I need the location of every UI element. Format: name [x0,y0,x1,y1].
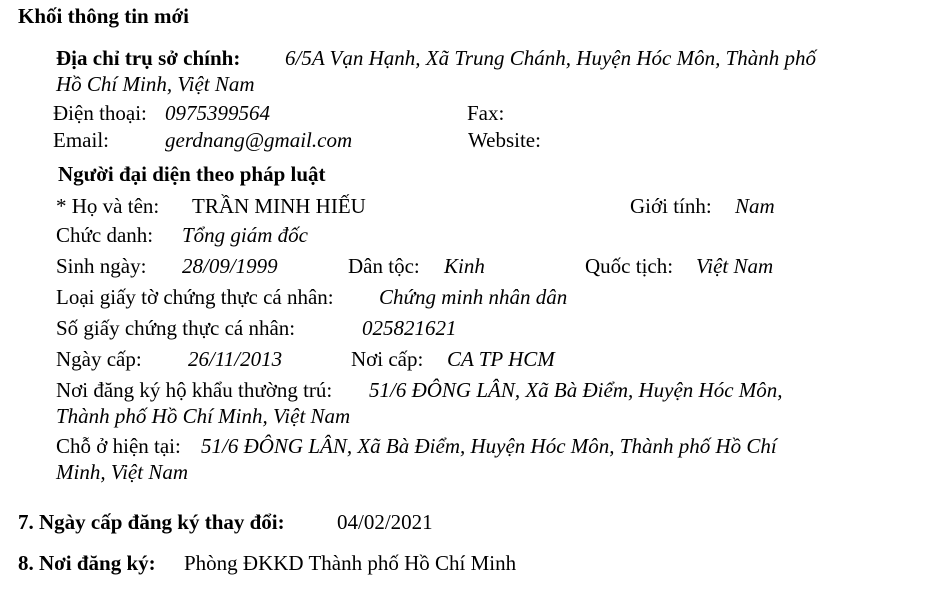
nationality-label: Quốc tịch: [585,254,674,278]
ethnicity-value: Kinh [444,254,485,278]
email-value: gerdnang@gmail.com [165,128,353,152]
website-label: Website: [468,128,541,152]
fax-label: Fax: [467,101,505,125]
issue-date-label: Ngày cấp: [56,347,142,371]
ethnicity-label: Dân tộc: [348,254,420,278]
id-number-label: Số giấy chứng thực cá nhân: [56,316,296,340]
issue-date-value: 26/11/2013 [188,347,283,371]
phone-value: 0975399564 [165,101,270,125]
item8-label: 8. Nơi đăng ký: [18,551,156,575]
permanent-address-line1: 51/6 ĐÔNG LÂN, Xã Bà Điểm, Huyện Hóc Môn, [369,378,783,402]
item8-value: Phòng ĐKKD Thành phố Hồ Chí Minh [184,551,517,575]
id-number-value: 025821621 [362,316,457,340]
email-label: Email: [53,128,109,152]
issue-place-value: CA TP HCM [447,347,555,371]
title-label: Chức danh: [56,223,154,247]
phone-label: Điện thoại: [53,101,147,125]
head-office-value-line1: 6/5A Vạn Hạnh, Xã Trung Chánh, Huyện Hóc Môn, Thành phố [285,46,817,70]
head-office-label: Địa chỉ trụ sở chính: [56,46,241,70]
name-value: TRẦN MINH HIẾU [192,194,366,218]
dob-label: Sinh ngày: [56,254,147,278]
head-office-value-line2: Hồ Chí Minh, Việt Nam [56,72,255,96]
legal-rep-heading: Người đại diện theo pháp luật [58,162,326,186]
current-address-label: Chỗ ở hiện tại: [56,434,181,458]
item7-value: 04/02/2021 [337,510,433,534]
title-value: Tổng giám đốc [182,223,308,247]
nationality-value: Việt Nam [696,254,774,278]
issue-place-label: Nơi cấp: [351,347,424,371]
dob-value: 28/09/1999 [182,254,278,278]
permanent-address-line2: Thành phố Hồ Chí Minh, Việt Nam [56,404,351,428]
current-address-line1: 51/6 ĐÔNG LÂN, Xã Bà Điểm, Huyện Hóc Môn, Thành phố Hồ Chí [201,434,777,458]
id-type-value: Chứng minh nhân dân [379,285,568,309]
section-title: Khối thông tin mới [18,4,189,28]
current-address-line2: Minh, Việt Nam [56,460,189,484]
item7-label: 7. Ngày cấp đăng ký thay đổi: [18,510,285,534]
gender-label: Giới tính: [630,194,712,218]
permanent-address-label: Nơi đăng ký hộ khẩu thường trú: [56,378,333,402]
gender-value: Nam [735,194,775,218]
name-label: * Họ và tên: [56,194,160,218]
id-type-label: Loại giấy tờ chứng thực cá nhân: [56,285,334,309]
